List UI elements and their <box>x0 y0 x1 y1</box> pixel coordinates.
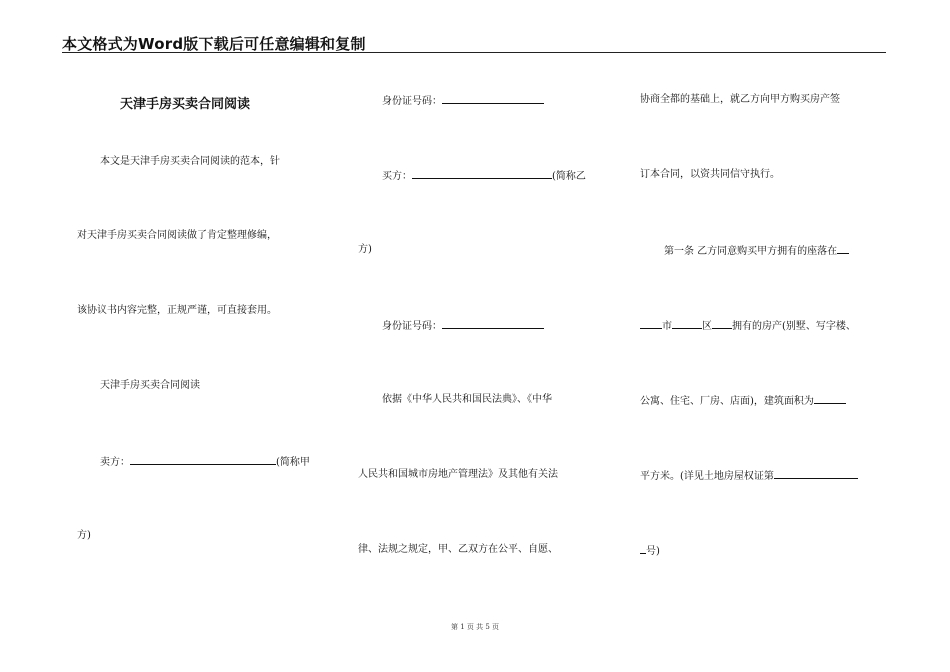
intro-line-2: 对天津手房买卖合同阅读做了肯定整理修编， <box>77 230 277 241</box>
document-title: 天津手房买卖合同阅读 <box>120 97 251 112</box>
basis-line-3: 律、法规之规定，甲、乙双方在公平、自愿、 <box>358 544 558 555</box>
seller-id-line <box>382 93 544 109</box>
article-1-line-5 <box>640 543 660 559</box>
article-1-line-1 <box>664 243 849 259</box>
article-1-line-4 <box>640 468 858 484</box>
certificate-text: 平方米。(详见土地房屋权证第 <box>640 471 774 482</box>
location-blank <box>837 243 849 254</box>
seller-id-label: 身份证号码： <box>382 96 442 107</box>
buyer-label: 买方： <box>382 171 412 182</box>
basis-line-1: 依据《中华人民共和国民法典》、《中华 <box>382 394 552 405</box>
article-1-text: 第一条 乙方同意购买甲方拥有的座落在 <box>664 246 838 257</box>
contract-subtitle: 天津手房买卖合同阅读 <box>100 380 200 391</box>
certificate-number-blank <box>774 468 858 479</box>
seller-line-continued: 方) <box>77 530 91 541</box>
area-blank <box>814 393 846 404</box>
buyer-line <box>382 168 586 184</box>
city-label: 市 <box>662 321 672 332</box>
intro-line-1: 本文是天津手房买卖合同阅读的范本，针 <box>100 156 280 167</box>
buyer-id-label: 身份证号码： <box>382 321 442 332</box>
page-number: 第 1 页 共 5 页 <box>450 623 500 631</box>
buyer-id-line <box>382 318 544 334</box>
buyer-name-blank <box>412 168 552 179</box>
buyer-abbrev: (简称乙 <box>552 171 586 182</box>
seller-name-blank <box>130 454 276 465</box>
seller-abbrev: (简称甲 <box>276 457 310 468</box>
header-divider <box>62 52 886 53</box>
intro-line-3: 该协议书内容完整，正规严谨，可直接套用。 <box>77 305 277 316</box>
basis-line-2: 人民共和国城市房地产管理法》及其他有关法 <box>358 469 558 480</box>
article-1-line-3 <box>640 393 846 409</box>
article-1-line-2 <box>640 318 856 334</box>
seller-id-blank <box>442 93 544 104</box>
agreement-line-1: 协商全都的基础上，就乙方向甲方购买房产签 <box>640 94 840 105</box>
city-blank <box>640 318 662 329</box>
agreement-line-2: 订本合同，以资共同信守执行。 <box>640 169 780 180</box>
district-blank <box>672 318 702 329</box>
seller-label: 卖方： <box>100 457 130 468</box>
property-types-text: 公寓、住宅、厂房、店面)，建筑面积为 <box>640 396 814 407</box>
buyer-line-continued: 方) <box>358 244 372 255</box>
property-blank <box>712 318 732 329</box>
page-header-title: 本文格式为Word版下载后可任意编辑和复制 <box>62 35 366 53</box>
buyer-id-blank <box>442 318 544 329</box>
seller-line <box>100 454 310 470</box>
owned-property-text: 拥有的房产(别墅、写字楼、 <box>732 321 856 332</box>
district-label: 区 <box>702 321 712 332</box>
number-suffix: 号) <box>646 546 660 557</box>
